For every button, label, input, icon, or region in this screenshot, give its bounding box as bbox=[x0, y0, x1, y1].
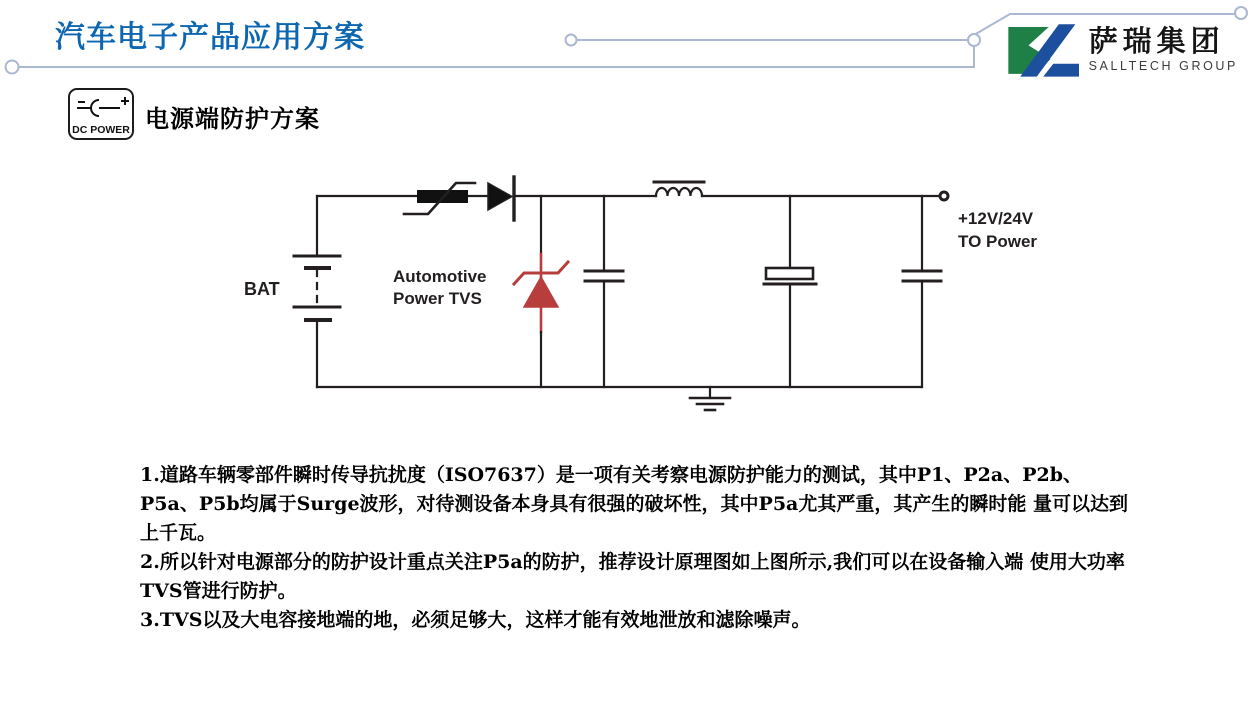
diode-symbol bbox=[488, 177, 514, 220]
deco-ring-left bbox=[6, 61, 19, 74]
dc-power-icon bbox=[68, 88, 134, 140]
notes-block bbox=[140, 461, 1130, 635]
logo-text bbox=[1089, 27, 1238, 73]
dc-power-label: DC POWER bbox=[72, 124, 130, 136]
note-item-3: 3.TVS以及大电容接地端的地，必须足够大，这样才能有效地泄放和滤除噪声。 bbox=[140, 609, 811, 631]
battery-label: BAT bbox=[244, 279, 280, 299]
capacitor-2-symbol bbox=[764, 196, 816, 387]
deco-ring-junction bbox=[968, 34, 980, 46]
battery-symbol bbox=[294, 196, 340, 387]
section-heading: 电源端防护方案 bbox=[145, 106, 320, 133]
note-item-2: 2.所以针对电源部分的防护设计重点关注P5a的防护，推荐设计原理图如上图所示,我们可以在设备输入端 使用大功率TVS管进行防护。 bbox=[140, 551, 1125, 602]
logo-blue-foot bbox=[1043, 64, 1079, 77]
capacitor-1-symbol bbox=[585, 196, 623, 387]
dc-connector-glyph bbox=[74, 95, 132, 121]
output-label-line2: TO Power bbox=[958, 232, 1038, 251]
tvs-diode-symbol bbox=[514, 254, 568, 332]
fuse-symbol bbox=[404, 183, 475, 214]
output-terminal-icon bbox=[940, 192, 948, 200]
circuit-diagram bbox=[235, 165, 1060, 433]
logo-name-cn: 萨瑞集团 bbox=[1088, 25, 1225, 58]
note-item-1: 1.道路车辆零部件瞬时传导抗扰度（ISO7637）是一项有关考察电源防护能力的测试，其中P1、P2a、P2b、P5a、P5b均属于Surge波形，对待测设备本身具有很强的破坏性，其中P5a尤其严重，其产生的瞬时能 量可以达到上千瓦。 bbox=[140, 464, 1128, 544]
deco-ring-top-right bbox=[1235, 7, 1247, 19]
logo-mark-icon bbox=[1001, 20, 1079, 80]
deco-ring-middle bbox=[566, 35, 577, 46]
page-title: 汽车电子产品应用方案 bbox=[55, 21, 365, 54]
output-label-line1: +12V/24V bbox=[958, 209, 1034, 228]
tvs-label-line2: Power TVS bbox=[393, 289, 482, 308]
ground-symbol bbox=[690, 387, 730, 410]
company-logo bbox=[1001, 20, 1238, 80]
tvs-label-line1: Automotive bbox=[393, 267, 487, 286]
capacitor-3-symbol bbox=[903, 196, 941, 387]
inductor-symbol bbox=[654, 182, 704, 196]
logo-name-en: SALLTECH GROUP bbox=[1088, 59, 1238, 74]
